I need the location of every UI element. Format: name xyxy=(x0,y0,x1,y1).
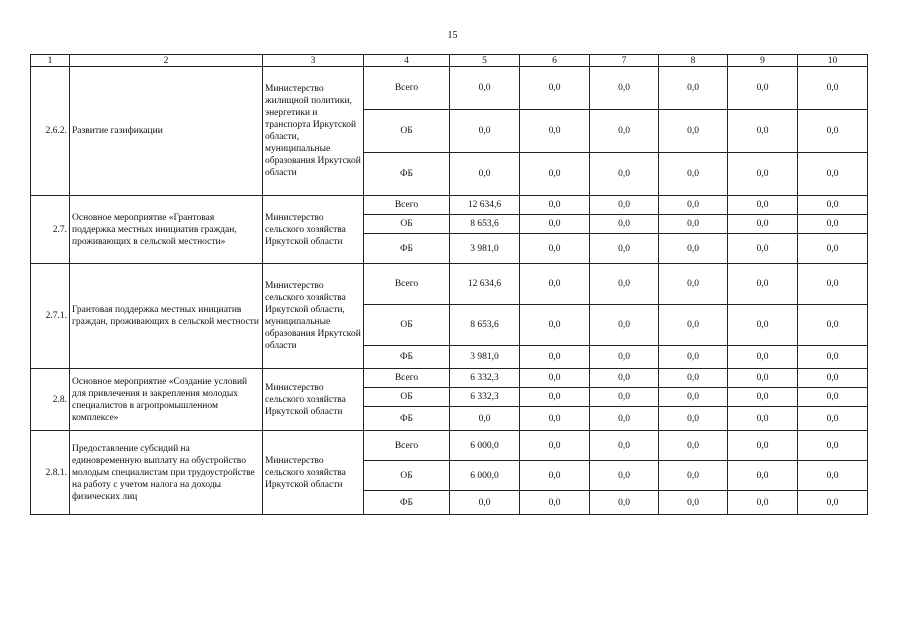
column-header: 9 xyxy=(728,55,798,67)
amount-cell: 0,0 xyxy=(798,110,868,153)
funding-source: Всего xyxy=(364,369,450,388)
item-number: 2.8. xyxy=(31,369,70,431)
funding-source: ОБ xyxy=(364,388,450,407)
table-row xyxy=(31,67,868,110)
column-header: 1 xyxy=(31,55,70,67)
amount-cell: 0,0 xyxy=(798,305,868,346)
amount-cell: 0,0 xyxy=(659,461,728,491)
column-header: 4 xyxy=(364,55,450,67)
amount-cell: 0,0 xyxy=(798,234,868,264)
amount-cell: 0,0 xyxy=(659,305,728,346)
amount-cell: 0,0 xyxy=(520,461,590,491)
table-row xyxy=(31,196,868,215)
amount-cell: 0,0 xyxy=(450,67,520,110)
amount-cell: 6 332,3 xyxy=(450,369,520,388)
amount-cell: 0,0 xyxy=(520,67,590,110)
amount-cell: 0,0 xyxy=(798,407,868,431)
amount-cell: 0,0 xyxy=(659,491,728,515)
item-name: Развитие газификации xyxy=(70,67,263,196)
amount-cell: 0,0 xyxy=(520,264,590,305)
amount-cell: 0,0 xyxy=(728,264,798,305)
amount-cell: 0,0 xyxy=(659,215,728,234)
table-row xyxy=(31,431,868,461)
funding-source: ФБ xyxy=(364,346,450,369)
amount-cell: 0,0 xyxy=(798,461,868,491)
executor: Министерство сельского хозяйства Иркутской области, муниципальные образования Иркутской области xyxy=(263,264,364,369)
table-row xyxy=(31,264,868,305)
funding-source: Всего xyxy=(364,67,450,110)
amount-cell: 0,0 xyxy=(590,153,659,196)
column-header: 10 xyxy=(798,55,868,67)
budget-table xyxy=(30,54,868,515)
amount-cell: 0,0 xyxy=(520,215,590,234)
amount-cell: 0,0 xyxy=(728,215,798,234)
amount-cell: 0,0 xyxy=(659,407,728,431)
amount-cell: 12 634,6 xyxy=(450,196,520,215)
amount-cell: 8 653,6 xyxy=(450,305,520,346)
amount-cell: 0,0 xyxy=(728,234,798,264)
amount-cell: 0,0 xyxy=(520,305,590,346)
item-number: 2.8.1. xyxy=(31,431,70,515)
funding-source: Всего xyxy=(364,196,450,215)
amount-cell: 0,0 xyxy=(590,369,659,388)
amount-cell: 0,0 xyxy=(798,196,868,215)
funding-source: ФБ xyxy=(364,153,450,196)
amount-cell: 0,0 xyxy=(728,153,798,196)
amount-cell: 0,0 xyxy=(798,369,868,388)
funding-source: ОБ xyxy=(364,461,450,491)
item-name: Основное мероприятие «Грантовая поддержка местных инициатив граждан, проживающих в сельской местности» xyxy=(70,196,263,264)
amount-cell: 0,0 xyxy=(590,305,659,346)
column-header: 7 xyxy=(590,55,659,67)
funding-source: ФБ xyxy=(364,407,450,431)
column-header: 8 xyxy=(659,55,728,67)
item-number: 2.7.1. xyxy=(31,264,70,369)
funding-source: ОБ xyxy=(364,215,450,234)
amount-cell: 0,0 xyxy=(728,196,798,215)
amount-cell: 0,0 xyxy=(728,388,798,407)
amount-cell: 12 634,6 xyxy=(450,264,520,305)
amount-cell: 6 000,0 xyxy=(450,431,520,461)
amount-cell: 0,0 xyxy=(520,431,590,461)
funding-source: Всего xyxy=(364,264,450,305)
amount-cell: 0,0 xyxy=(520,407,590,431)
amount-cell: 0,0 xyxy=(728,407,798,431)
column-header: 5 xyxy=(450,55,520,67)
amount-cell: 0,0 xyxy=(520,388,590,407)
amount-cell: 0,0 xyxy=(450,110,520,153)
item-name: Грантовая поддержка местных инициатив граждан, проживающих в сельской местности xyxy=(70,264,263,369)
amount-cell: 0,0 xyxy=(590,215,659,234)
amount-cell: 0,0 xyxy=(590,264,659,305)
funding-source: ФБ xyxy=(364,491,450,515)
amount-cell: 0,0 xyxy=(659,346,728,369)
amount-cell: 0,0 xyxy=(798,67,868,110)
amount-cell: 0,0 xyxy=(798,264,868,305)
amount-cell: 0,0 xyxy=(590,234,659,264)
amount-cell: 6 332,3 xyxy=(450,388,520,407)
page-number: 15 xyxy=(447,30,458,41)
amount-cell: 0,0 xyxy=(798,388,868,407)
amount-cell: 0,0 xyxy=(728,461,798,491)
amount-cell: 0,0 xyxy=(728,305,798,346)
amount-cell: 0,0 xyxy=(590,491,659,515)
executor: Министерство сельского хозяйства Иркутской области xyxy=(263,196,364,264)
item-name: Основное мероприятие «Создание условий для привлечения и закрепления молодых специалистов в агропромышленном комплексе» xyxy=(70,369,263,431)
amount-cell: 0,0 xyxy=(450,491,520,515)
amount-cell: 8 653,6 xyxy=(450,215,520,234)
amount-cell: 0,0 xyxy=(520,369,590,388)
amount-cell: 0,0 xyxy=(798,346,868,369)
amount-cell: 0,0 xyxy=(659,110,728,153)
amount-cell: 0,0 xyxy=(590,67,659,110)
amount-cell: 0,0 xyxy=(520,153,590,196)
amount-cell: 0,0 xyxy=(520,346,590,369)
amount-cell: 0,0 xyxy=(659,67,728,110)
amount-cell: 0,0 xyxy=(728,369,798,388)
funding-source: ФБ xyxy=(364,234,450,264)
executor: Министерство сельского хозяйства Иркутской области xyxy=(263,369,364,431)
amount-cell: 6 000,0 xyxy=(450,461,520,491)
amount-cell: 0,0 xyxy=(659,388,728,407)
amount-cell: 0,0 xyxy=(520,491,590,515)
amount-cell: 0,0 xyxy=(590,110,659,153)
amount-cell: 0,0 xyxy=(590,346,659,369)
amount-cell: 0,0 xyxy=(659,369,728,388)
funding-source: ОБ xyxy=(364,305,450,346)
table-row xyxy=(31,369,868,388)
amount-cell: 0,0 xyxy=(659,431,728,461)
amount-cell: 0,0 xyxy=(798,491,868,515)
amount-cell: 0,0 xyxy=(728,431,798,461)
funding-source: ОБ xyxy=(364,110,450,153)
amount-cell: 0,0 xyxy=(520,234,590,264)
executor: Министерство сельского хозяйства Иркутской области xyxy=(263,431,364,515)
amount-cell: 0,0 xyxy=(590,431,659,461)
column-header: 3 xyxy=(263,55,364,67)
amount-cell: 3 981,0 xyxy=(450,346,520,369)
amount-cell: 0,0 xyxy=(728,110,798,153)
item-number: 2.6.2. xyxy=(31,67,70,196)
amount-cell: 0,0 xyxy=(590,388,659,407)
executor: Министерство жилищной политики, энергетики и транспорта Иркутской области, муниципальные образования Иркутской области xyxy=(263,67,364,196)
amount-cell: 0,0 xyxy=(728,346,798,369)
amount-cell: 0,0 xyxy=(659,264,728,305)
amount-cell: 0,0 xyxy=(590,196,659,215)
amount-cell: 0,0 xyxy=(798,215,868,234)
item-name: Предоставление субсидий на единовременную выплату на обустройство молодым специалистам при трудоустройстве на работу с учетом налога на доходы физических лиц xyxy=(70,431,263,515)
amount-cell: 0,0 xyxy=(798,153,868,196)
funding-source: Всего xyxy=(364,431,450,461)
item-number: 2.7. xyxy=(31,196,70,264)
amount-cell: 0,0 xyxy=(520,110,590,153)
amount-cell: 0,0 xyxy=(590,407,659,431)
amount-cell: 0,0 xyxy=(798,431,868,461)
amount-cell: 0,0 xyxy=(728,491,798,515)
amount-cell: 0,0 xyxy=(590,461,659,491)
column-header: 6 xyxy=(520,55,590,67)
column-header: 2 xyxy=(70,55,263,67)
header-row xyxy=(31,55,868,67)
amount-cell: 0,0 xyxy=(450,153,520,196)
amount-cell: 0,0 xyxy=(728,67,798,110)
amount-cell: 0,0 xyxy=(659,153,728,196)
amount-cell: 0,0 xyxy=(450,407,520,431)
amount-cell: 3 981,0 xyxy=(450,234,520,264)
amount-cell: 0,0 xyxy=(520,196,590,215)
amount-cell: 0,0 xyxy=(659,196,728,215)
amount-cell: 0,0 xyxy=(659,234,728,264)
